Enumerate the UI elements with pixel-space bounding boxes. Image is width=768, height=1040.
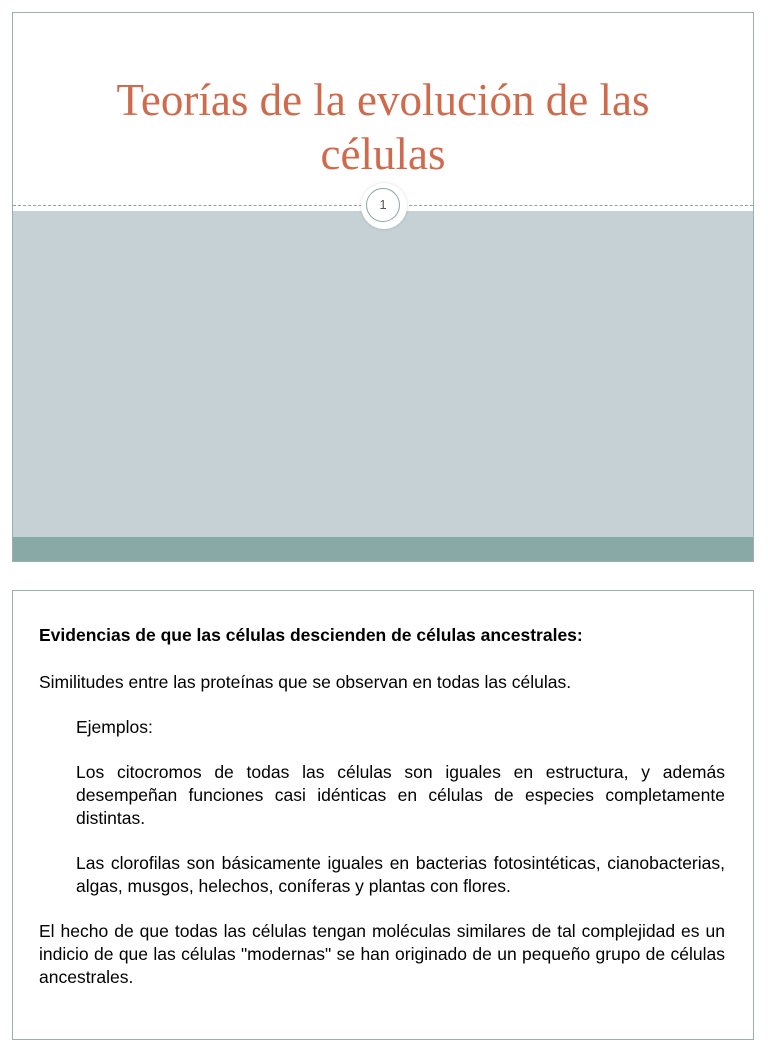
examples-label: Ejemplos: — [76, 717, 153, 737]
teal-band — [13, 537, 753, 562]
example-citocromos: Los citocromos de todas las células son iguales en estructura, y además desempeñan funciones casi idénticas en células de especies completamente distintas. — [76, 762, 725, 828]
title-slide — [12, 12, 754, 562]
page-number-badge — [361, 183, 407, 229]
content-slide — [12, 590, 754, 1040]
slide-title: Teorías de la evolución de las células — [116, 75, 650, 179]
slide-heading: Evidencias de que las células descienden de células ancestrales: — [39, 625, 583, 645]
page-number: 1 — [366, 188, 400, 222]
gray-panel — [13, 211, 753, 537]
example-clorofilas: Las clorofilas son básicamente iguales en bacterias fotosintéticas, cianobacterias, algas, musgos, helechos, coníferas y plantas con flores. — [76, 853, 725, 896]
intro-paragraph: Similitudes entre las proteínas que se observan en todas las células. — [39, 672, 572, 692]
conclusion-paragraph: El hecho de que todas las células tengan moléculas similares de tal complejidad es un indicio de que las células "modernas" se han originado de un pequeño grupo de células ancestrales. — [39, 921, 725, 987]
